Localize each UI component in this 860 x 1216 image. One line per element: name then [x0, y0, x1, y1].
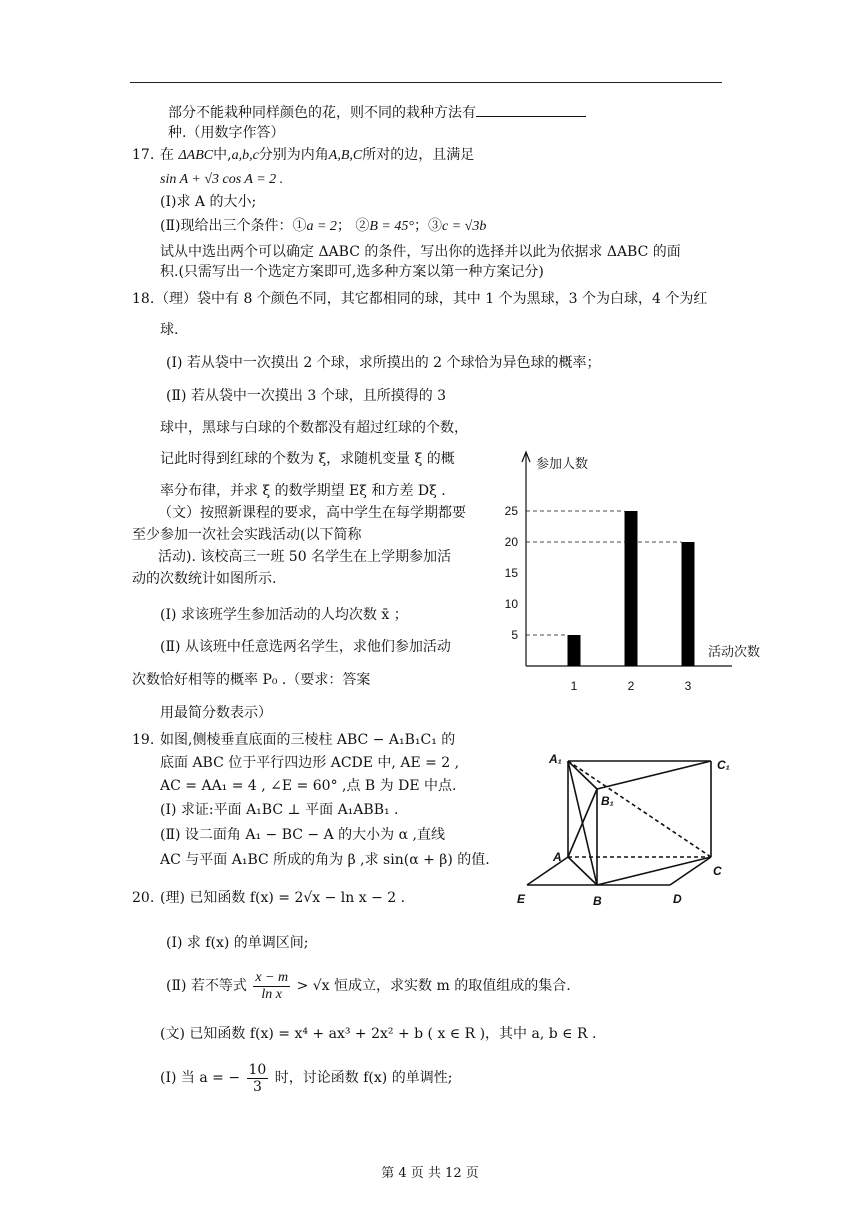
q18-line15: 用最简分数表示）	[160, 705, 272, 721]
label-A1: A₁	[549, 752, 562, 766]
q17-text: ；③	[413, 218, 442, 234]
bar	[625, 511, 638, 666]
x-tick-label: 3	[684, 679, 692, 693]
q17-sides: a,b,c	[231, 148, 259, 163]
q19-number: 19.	[132, 732, 155, 748]
label-C1: C₁	[717, 758, 730, 772]
q20-line4: (文) 已知函数 f(x) = x⁴ + ax³ + 2x² + b ( x ∈ R )，其中 a, b ∈ R .	[160, 1026, 597, 1042]
fraction-numerator: 10	[248, 1061, 267, 1078]
bar	[568, 635, 581, 666]
edge-B1-C1	[597, 761, 711, 789]
y-tick-label: 20	[504, 535, 518, 549]
q17-part2	[160, 216, 486, 237]
q18-line14: 次数恰好相等的概率 P₀ .（要求：答案	[132, 672, 371, 688]
fraction-numerator: x − m	[255, 969, 289, 985]
q20-text: (Ⅱ) 若不等式	[166, 978, 247, 994]
q20-text: > √x 恒成立，求实数 m 的取值组成的集合.	[296, 978, 571, 994]
q17-equation: sin A + √3 cos A = 2 .	[160, 172, 284, 187]
q17-line-choose: 试从中选出两个可以确定 ΔABC 的条件，写出你的选择并以此为依据求 ΔABC 的面	[160, 244, 681, 260]
x-tick-label: 2	[627, 679, 635, 693]
page-footer: 第 4 页 共 12 页	[381, 1166, 479, 1181]
y-tick-label: 5	[511, 628, 518, 642]
label-B: B	[593, 894, 602, 908]
x-axis-label: 活动次数	[708, 644, 761, 659]
edge-B-C	[597, 857, 711, 885]
q17-text: ； ②	[336, 218, 370, 234]
q17-text: 在	[160, 147, 174, 163]
label-D: D	[673, 892, 682, 906]
fraction-x-minus-m-over-lnx	[253, 970, 290, 1003]
condition-2: B = 45°	[369, 219, 414, 234]
q19-line2: 底面 ABC 位于平行四边形 ACDE 中, AE = 2 ,	[160, 755, 460, 771]
label-A: A	[553, 850, 562, 864]
q17-line-note: 积.(只需写出一个选定方案即可,选多种方案以第一种方案记分)	[160, 264, 544, 280]
y-tick-label: 25	[504, 504, 518, 518]
q16-line2: 种.（用数字作答）	[168, 125, 285, 141]
edge-A1-C-hidden	[568, 761, 711, 857]
q17-text: 分别为内角	[258, 147, 329, 163]
q19-line6: AC 与平面 A₁BC 所成的角为 β ,求 sin(α + β) 的值.	[160, 852, 490, 868]
header-rule	[130, 82, 722, 83]
q17-triangle: ΔABC	[178, 148, 214, 163]
q20-text: 时，讨论函数 f(x) 的单调性;	[274, 1070, 453, 1086]
condition-1: a = 2	[306, 219, 337, 234]
q16-text: 部分不能栽种同样颜色的花，则不同的栽种方法有	[168, 105, 476, 121]
activity-bar-chart	[490, 440, 790, 710]
edge-E-A	[527, 857, 568, 885]
q20-text: (Ⅰ) 当 a = −	[160, 1070, 241, 1086]
q20-line1: (理) 已知函数 f(x) = 2√x − ln x − 2 .	[160, 890, 406, 906]
q17-text: 所对的边，且满足	[362, 147, 475, 163]
q20-line5	[160, 1058, 452, 1098]
q20-line3	[166, 966, 571, 1006]
x-tick-label: 1	[570, 679, 578, 693]
q18-line10: 活动). 该校高三一班 50 名学生在上学期参加活	[158, 549, 452, 565]
q19-line1: 如图,侧棱垂直底面的三棱柱 ABC − A₁B₁C₁ 的	[160, 732, 456, 748]
y-tick-label: 10	[504, 597, 518, 611]
q19-line5: (Ⅱ) 设二面角 A₁ − BC − A 的大小为 α ,直线	[160, 827, 445, 843]
q18-line8: （文）按照新课程的要求，高中学生在每学期都要	[158, 505, 466, 521]
edge-A-B	[568, 857, 597, 885]
q18-line4: (Ⅱ) 若从袋中一次摸出 3 个球，且所摸得的 3	[166, 388, 447, 404]
q18-line3: (Ⅰ) 若从袋中一次摸出 2 个球，求所摸出的 2 个球恰为异色球的概率；	[166, 355, 601, 371]
answer-blank	[476, 102, 586, 117]
q17-text: 中,	[213, 147, 232, 163]
q20-line2: (Ⅰ) 求 f(x) 的单调区间;	[166, 935, 309, 951]
q18-line7: 率分布律，并求 ξ 的数学期望 Eξ 和方差 Dξ .	[160, 483, 446, 499]
y-axis-label: 参加人数	[536, 456, 589, 471]
prism-figure	[505, 745, 775, 915]
q19-line4: (Ⅰ) 求证:平面 A₁BC ⊥ 平面 A₁ABB₁ .	[160, 802, 399, 818]
q18-line6: 记此时得到红球的个数为 ξ，求随机变量 ξ 的概	[160, 451, 455, 467]
bar	[682, 542, 695, 666]
q18-line12: (Ⅰ) 求该班学生参加活动的人均次数 x̄ ；	[160, 607, 408, 623]
q17-part1: (Ⅰ)求 A 的大小;	[160, 194, 257, 210]
y-tick-label: 15	[504, 566, 518, 580]
q20-number: 20.	[132, 890, 155, 906]
q18-line2: 球.	[160, 322, 179, 338]
edge-A-B1	[568, 789, 597, 857]
label-C: C	[713, 864, 722, 878]
fraction-denominator: ln x	[261, 986, 283, 1002]
q18-line5: 球中，黑球与白球的个数都没有超过红球的个数，	[160, 420, 468, 436]
q18-line9: 至少参加一次社会实践活动(以下简称	[132, 527, 362, 543]
edge-A1-B1	[568, 761, 597, 789]
fraction-10-over-3	[247, 1062, 269, 1095]
q17-line1	[160, 145, 474, 166]
q18-line1: （理）袋中有 8 个颜色不同，其它都相同的球，其中 1 个为黑球，3 个为白球，4 个为红	[155, 291, 708, 307]
q18-line13: (Ⅱ) 从该班中任意选两名学生，求他们参加活动	[160, 639, 451, 655]
q17-angles: A,B,C	[328, 148, 363, 163]
q19-line3: AC = AA₁ = 4 , ∠E = 60° ,点 B 为 DE 中点.	[160, 778, 457, 794]
q18-number: 18.	[132, 291, 155, 307]
q16-line1	[168, 102, 586, 123]
edge-D-C	[670, 857, 711, 885]
fraction-denominator: 3	[252, 1078, 262, 1095]
q17-number: 17.	[132, 147, 155, 163]
q18-line11: 动的次数统计如图所示.	[132, 571, 277, 587]
label-B1: B₁	[601, 794, 614, 808]
condition-3: c = √3b	[441, 219, 487, 234]
q17-text: (Ⅱ)现给出三个条件：①	[160, 218, 307, 234]
label-E: E	[517, 892, 526, 906]
